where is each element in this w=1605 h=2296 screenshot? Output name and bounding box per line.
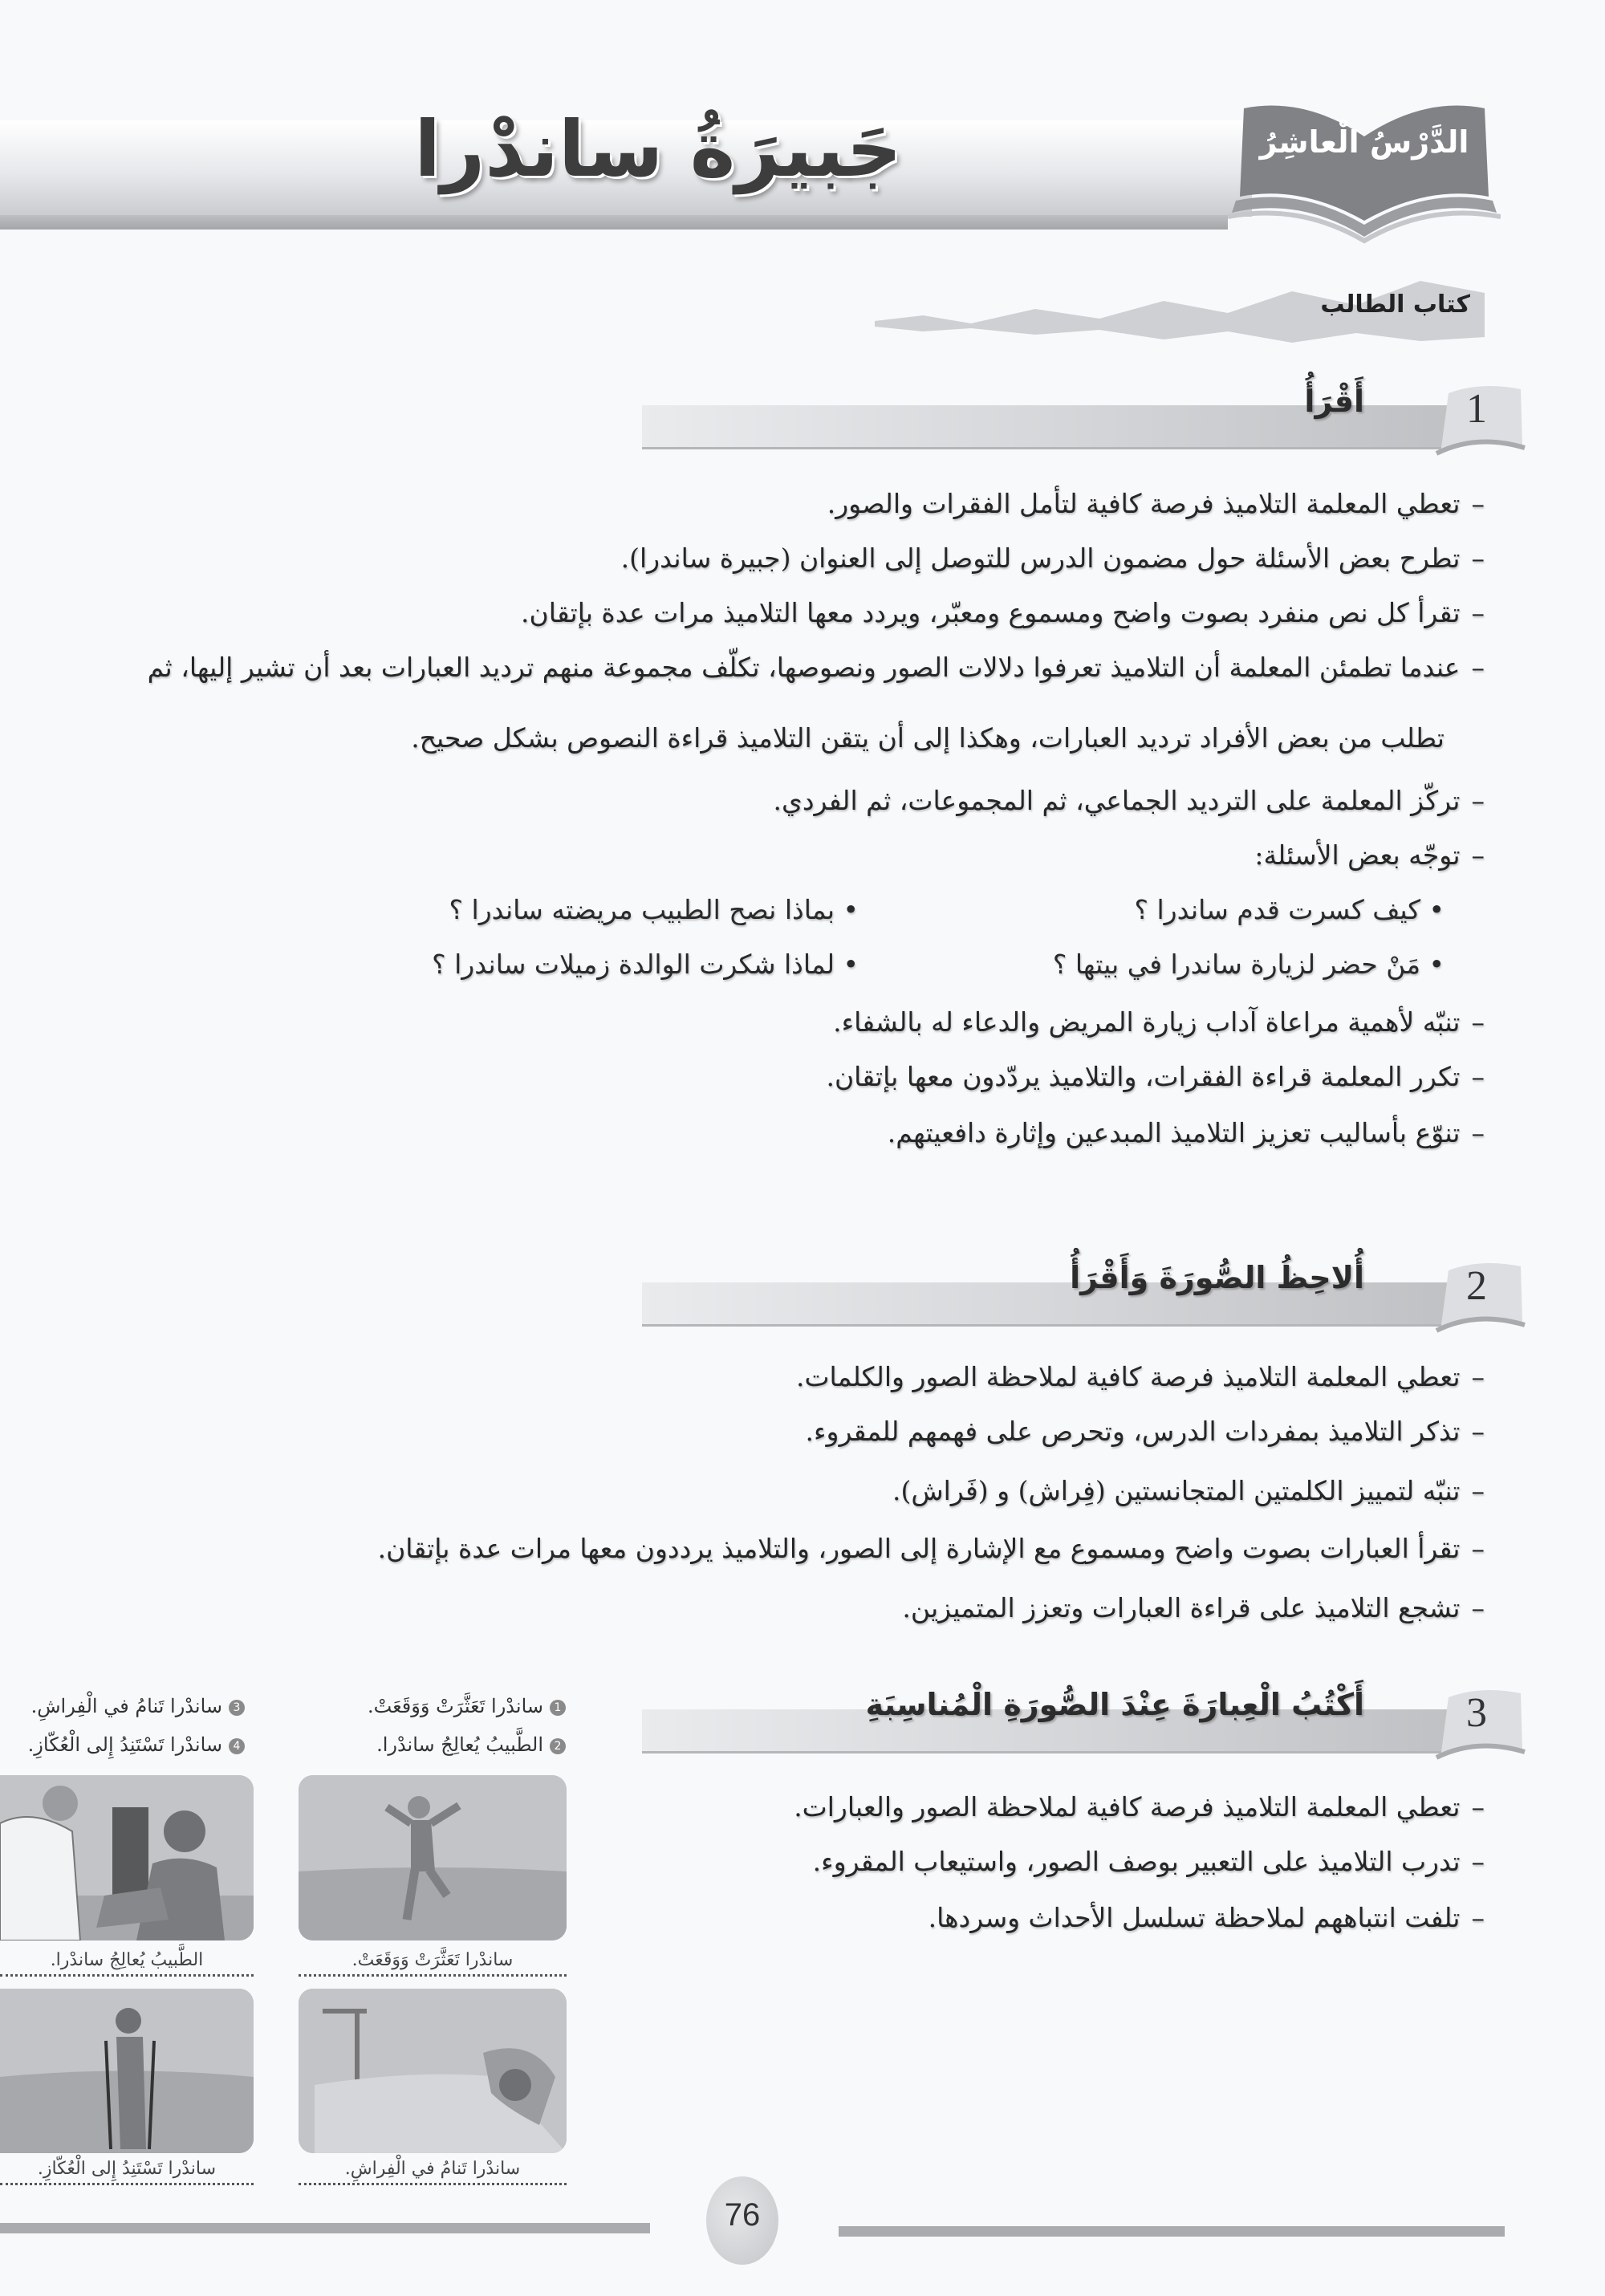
open-book-icon (1228, 100, 1501, 245)
section-2-line: –تشجع التلاميذ على قراءة العبارات وتعزز المتميزين. (902, 1592, 1485, 1623)
question-item: • بماذا نصح الطبيب مريضته ساندرا ؟ (449, 894, 859, 925)
question-item: • كيف كسرت قدم ساندرا ؟ (1134, 894, 1444, 925)
section-3-line: –تلفت انتباههم لملاحظة تسلسل الأحداث وسردها. (928, 1902, 1485, 1933)
question-item: • مَنْ حضر لزيارة ساندرا في بيتها ؟ (1052, 949, 1444, 980)
picture-doctor-treating-girl (0, 1775, 254, 1940)
student-book-label: كتاب الطالب (1320, 291, 1470, 319)
answer-line[interactable]: الطَّبيبُ يُعالِجُ ساندْرا. (0, 1949, 254, 1977)
option-item: 1ساندْرا تَعَثَّرَتْ وَوَقَعَتْ. (368, 1695, 566, 1717)
section-1-number: 1 (1466, 386, 1487, 432)
section-1-line: –عندما تطمئن المعلمة أن التلاميذ تعرفوا دلالات الصور ونصوصها، تكلّف مجموعة منهم ترديد العبارات بعد أن تشير إليها، ثم (147, 652, 1485, 683)
answer-line[interactable]: ساندْرا تَعَثَّرَتْ وَوَقَعَتْ. (299, 1949, 567, 1977)
question-item: • لماذا شكرت الوالدة زميلات ساندرا ؟ (432, 949, 859, 980)
picture-girl-on-crutches (0, 1989, 254, 2153)
option-item: 2الطَّبيبُ يُعالِجُ ساندْرا. (376, 1733, 566, 1756)
picture-girl-stumbling (299, 1775, 567, 1940)
section-1-line: –تكرر المعلمة قراءة الفقرات، والتلاميذ يردّدون معها بإتقان. (826, 1061, 1485, 1092)
section-2-line: –تعطي المعلمة التلاميذ فرصة كافية لملاحظة الصور والكلمات. (795, 1361, 1485, 1392)
option-item: 3ساندْرا تَنامُ في الْفِراشِ. (31, 1695, 245, 1717)
section-1-line: –تعطي المعلمة التلاميذ فرصة كافية لتأمل الفقرات والصور. (827, 488, 1485, 519)
picture-girl-in-bed (299, 1989, 567, 2153)
section-1-title: أَقْرَأُ (1304, 384, 1364, 419)
page-number: 76 (724, 2197, 761, 2233)
section-1-line: –تطرح بعض الأسئلة حول مضمون الدرس للتوصل إلى العنوان (جبيرة ساندرا). (620, 543, 1485, 574)
answer-line[interactable]: ساندْرا تَسْتَنِدُ إِلى الْعُكّازِ. (0, 2157, 254, 2185)
section-2-line: –تذكر التلاميذ بمفردات الدرس، وتحرص على فهمهم للمقروء. (805, 1416, 1485, 1447)
section-1-line: –تنبّه لأهمية مراعاة آداب زيارة المريض والدعاء له بالشفاء. (833, 1006, 1485, 1038)
section-1-line-continuation: تطلب من بعض الأفراد ترديد العبارات، وهكذا إلى أن يتقن التلاميذ قراءة النصوص بشكل صحيح. (411, 722, 1444, 754)
section-1-line: –توجّه بعض الأسئلة: (1254, 839, 1485, 871)
section-2-line: –تقرأ العبارات بصوت واضح ومسموع مع الإشارة إلى الصور، والتلاميذ يرددون معها مرات عدة بإتقان. (377, 1533, 1485, 1564)
section-3-number: 3 (1466, 1690, 1487, 1736)
option-item: 4ساندْرا تَسْتَنِدُ إِلى الْعُكّازِ. (28, 1733, 245, 1756)
section-2-number: 2 (1466, 1263, 1487, 1309)
section-3-line: –تعطي المعلمة التلاميذ فرصة كافية لملاحظة الصور والعبارات. (794, 1791, 1485, 1823)
section-3-title: أَكْتُبُ الْعِبارَةَ عِنْدَ الصُّورَةِ الْمُناسِبَةِ (865, 1687, 1364, 1722)
footer-rule-right (839, 2226, 1505, 2237)
section-1-line: –تنوّع بأساليب تعزيز التلاميذ المبدعين وإثارة دافعيتهم. (887, 1117, 1485, 1148)
section-1-line: –تقرأ كل نص منفرد بصوت واضح ومسموع ومعبّر، ويردد معها التلاميذ مرات عدة بإتقان. (521, 597, 1485, 628)
lesson-number-label: الدَّرْسُ الْعاشِرُ (1259, 124, 1469, 160)
header-stripe (0, 215, 1228, 230)
section-1-line: –تركّز المعلمة على الترديد الجماعي، ثم المجموعات، ثم الفردي. (773, 785, 1485, 816)
answer-line[interactable]: ساندْرا تَنامُ في الْفِراشِ. (299, 2157, 567, 2185)
section-2-title: أُلاحِظُ الصُّورَةَ وَأَقْرَأُ (1070, 1260, 1364, 1295)
lesson-title: جَبيرَةُ ساندْرا (414, 104, 902, 194)
section-3-line: –تدرب التلاميذ على التعبير بوصف الصور، واستيعاب المقروء. (812, 1846, 1485, 1877)
footer-rule-left (0, 2223, 650, 2233)
section-2-line: –تنبّه لتمييز الكلمتين المتجانستين (فِراش) و (فَراش). (892, 1475, 1485, 1506)
